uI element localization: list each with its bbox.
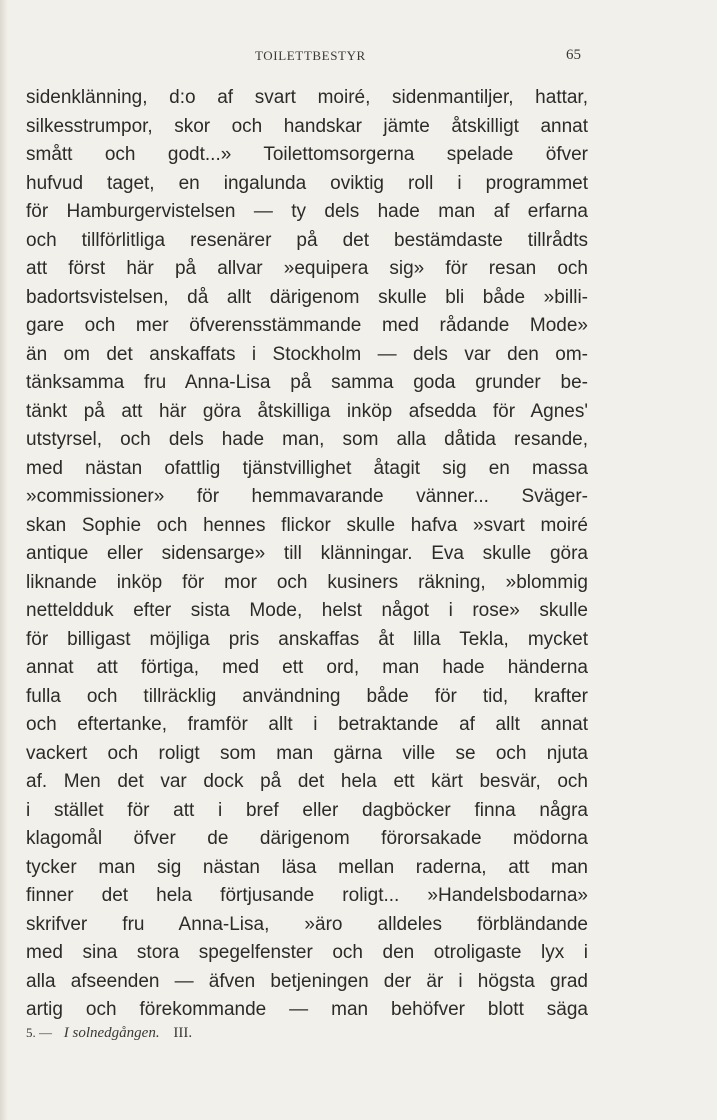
text-line: smått och godt...» Toilettomsorgerna spelade öfver <box>26 144 588 165</box>
text-line: utstyrsel, och dels hade man, som alla dåtida resande, <box>26 429 588 450</box>
text-line: »commissioner» för hemmavarande vänner... Sväger- <box>26 486 588 507</box>
text-line: liknande inköp för mor och kusiners räkning, »blommig <box>26 571 588 593</box>
text-line: gare och mer öfverensstämmande med rådande Mode» <box>26 315 588 336</box>
volume-number: III. <box>173 1025 193 1041</box>
page-gutter-shadow <box>0 0 8 1120</box>
text-line: af. Men det var dock på det hela ett kärt besvär, och <box>26 771 588 792</box>
text-line: med nästan ofattlig tjänstvillighet åtagit sig en massa <box>26 457 588 479</box>
text-line: badortsvistelsen, då allt därigenom skulle bli både »billi- <box>26 286 588 308</box>
text-line: för Hamburgervistelsen — ty dels hade man af erfarna <box>26 201 588 222</box>
text-line: tänkt på att här göra åtskilliga inköp afsedda för Agnes' <box>26 400 588 422</box>
text-line: hufvud taget, en ingalunda oviktig roll i programmet <box>26 172 588 194</box>
running-head <box>0 46 717 70</box>
text-line: fulla och tillräcklig användning både för tid, krafter <box>26 685 588 707</box>
text-line: netteldduk efter sista Mode, helst något i rose» skulle <box>26 600 588 621</box>
text-line: tänksamma fru Anna-Lisa på samma goda grunder be- <box>26 372 588 393</box>
text-line: artig och förekommande — man behöfver blott säga <box>26 999 588 1020</box>
text-line: än om det anskaffats i Stockholm — dels var den om- <box>26 343 588 365</box>
signature-mark: 5. — <box>26 1025 52 1040</box>
text-line: med sina stora spegelfenster och den otroligaste lyx i <box>26 942 588 963</box>
running-title: TOILETTBESTYR <box>255 48 366 63</box>
text-line: klagomål öfver de därigenom förorsakade mödorna <box>26 828 588 849</box>
text-line: sidenklänning, d:o af svart moiré, sidenmantiljer, hattar, <box>26 87 588 108</box>
book-title: I solnedgången. <box>63 1025 160 1041</box>
text-line: i stället för att i bref eller dagböcker finna några <box>26 799 588 821</box>
page-number: 65 <box>566 47 581 63</box>
text-line: vackert och roligt som man gärna ville se och njuta <box>26 742 588 764</box>
text-line: antique eller sidensarge» till klänningar. Eva skulle göra <box>26 543 588 564</box>
text-line: att först här på allvar »equipera sig» för resan och <box>26 258 588 279</box>
body-text <box>26 84 588 1025</box>
signature-footer <box>26 1025 426 1047</box>
text-line: annat att förtiga, med ett ord, man hade händerna <box>26 657 588 678</box>
text-line: alla afseenden — äfven betjeningen der är i högsta grad <box>26 970 588 992</box>
text-line: skrifver fru Anna-Lisa, »äro alldeles förbländande <box>26 913 588 935</box>
text-line: och tillförlitliga resenärer på det bestämdaste tillrådts <box>26 229 588 251</box>
text-line: skan Sophie och hennes flickor skulle hafva »svart moiré <box>26 514 588 536</box>
text-line: finner det hela förtjusande roligt... »Handelsbodarna» <box>26 885 588 906</box>
text-line: silkesstrumpor, skor och handskar jämte åtskilligt annat <box>26 115 588 137</box>
text-line: tycker man sig nästan läsa mellan raderna, att man <box>26 856 588 878</box>
text-line: och eftertanke, framför allt i betraktande af allt annat <box>26 714 588 735</box>
text-line: för billigast möjliga pris anskaffas åt lilla Tekla, mycket <box>26 628 588 650</box>
